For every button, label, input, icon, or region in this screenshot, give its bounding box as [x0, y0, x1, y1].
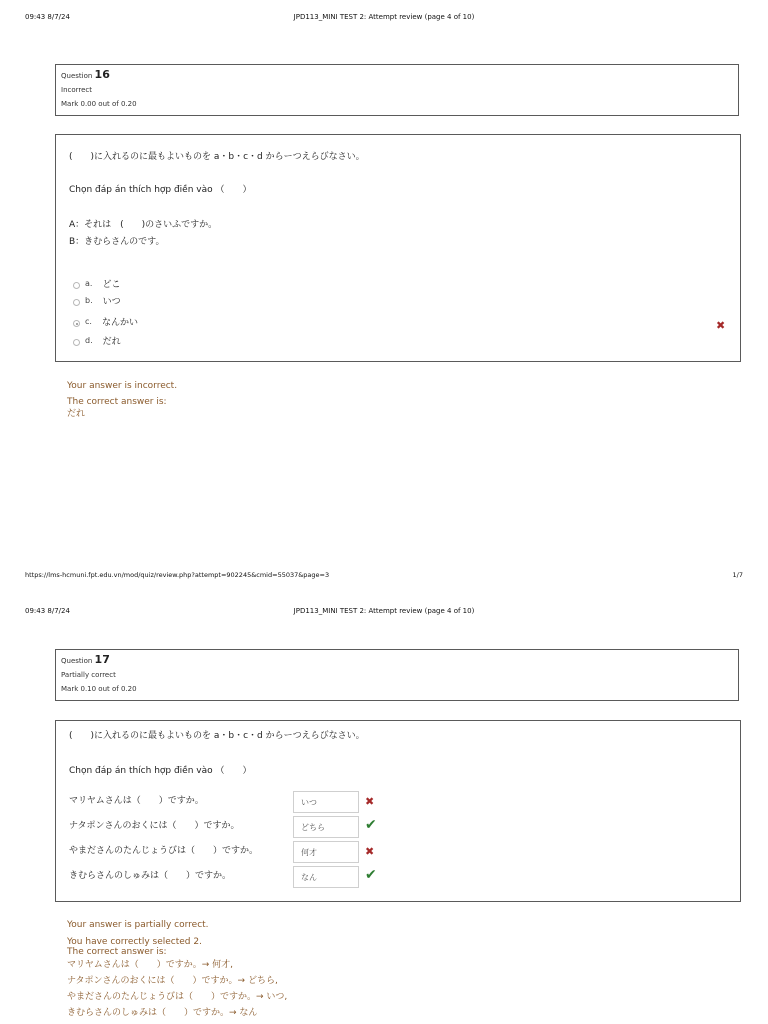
question-16-feedback	[67, 380, 177, 420]
question-16-formulation	[55, 134, 741, 362]
question-17-feedback	[67, 919, 287, 1021]
question-label: Question	[61, 657, 93, 665]
feedback-correct-label: The correct answer is:	[67, 947, 167, 957]
match-row-prompt: マリヤムさんは（ ）ですか。	[69, 796, 204, 806]
answer-select[interactable]	[293, 866, 359, 888]
radio-button-icon[interactable]	[73, 339, 80, 346]
question-16-info	[55, 64, 739, 116]
option-text: なんかい	[101, 318, 138, 328]
print-timestamp: 09:43 8/7/24	[25, 13, 70, 21]
select-value: 何才	[301, 848, 317, 857]
option-c[interactable]	[73, 315, 138, 328]
option-text: だれ	[102, 337, 121, 347]
instruction-japanese: ( )に入れるのに最もよいものを a・b・c・d からーつえらびなさい。	[69, 152, 365, 162]
option-letter: a.	[85, 279, 93, 288]
instruction-vietnamese: Chọn đáp án thích hợp điền vào （ ）	[69, 766, 252, 776]
question-17-formulation	[55, 720, 741, 902]
option-letter: c.	[85, 317, 92, 326]
feedback-correct-line: やまださんのたんじょうびは（ ）ですか。→ いつ,	[67, 992, 288, 1002]
question-17-info	[55, 649, 739, 701]
option-b[interactable]	[73, 294, 121, 307]
print-title: JPD113_MINI TEST 2: Attempt review (page 4 of 10)	[293, 13, 475, 21]
x-mark-icon: ✖	[365, 845, 375, 858]
match-row-prompt: きむらさんのしゅみは（ ）ですか。	[69, 871, 232, 881]
feedback-correct-value: だれ	[67, 409, 86, 419]
question-label: Question	[61, 72, 93, 80]
feedback-correct-line: きむらさんのしゅみは（ ）ですか。→ なん	[67, 1008, 258, 1018]
answer-select[interactable]	[293, 791, 359, 813]
option-text: いつ	[102, 297, 121, 307]
match-row-prompt: やまださんのたんじょうびは（ ）ですか。	[69, 846, 259, 856]
print-title: JPD113_MINI TEST 2: Attempt review (page 4 of 10)	[293, 607, 475, 615]
x-mark-icon: ✖	[365, 795, 375, 808]
feedback-selected: You have correctly selected 2.	[67, 937, 202, 947]
footer-page-number: 1/7	[732, 571, 743, 579]
option-letter: b.	[85, 296, 93, 305]
feedback-status: Your answer is partially correct.	[67, 920, 209, 930]
instruction-japanese: ( )に入れるのに最もよいものを a・b・c・d からーつえらびなさい。	[69, 731, 365, 741]
question-status: Incorrect	[61, 86, 93, 94]
check-mark-icon: ✔	[365, 817, 377, 833]
option-d[interactable]	[73, 334, 121, 347]
footer-url: https://lms-hcmuni.fpt.edu.vn/mod/quiz/review.php?attempt=902245&cmid=55037&page=3	[25, 571, 330, 579]
x-mark-icon: ✖	[716, 319, 726, 332]
dialog-line-a: A：それは ( )のさいふですか。	[69, 220, 218, 230]
answer-select[interactable]	[293, 816, 359, 838]
feedback-correct-line: マリヤムさんは（ ）ですか。→ 何才,	[67, 960, 233, 970]
radio-button-icon[interactable]	[73, 299, 80, 306]
question-number: 16	[94, 68, 110, 81]
feedback-correct-line: ナタポンさんのおくには（ ）ですか。→ どちら,	[67, 976, 278, 986]
instruction-vietnamese: Chọn đáp án thích hợp điền vào （ ）	[69, 185, 252, 195]
question-mark: Mark 0.10 out of 0.20	[61, 685, 137, 693]
question-number: 17	[94, 653, 110, 666]
option-a[interactable]	[73, 277, 120, 290]
answer-select[interactable]	[293, 841, 359, 863]
match-row-prompt: ナタポンさんのおくには（ ）ですか。	[69, 821, 240, 831]
check-mark-icon: ✔	[365, 867, 377, 883]
radio-button-icon[interactable]	[73, 282, 80, 289]
dialog-line-b: B：きむらさんのです。	[69, 237, 165, 247]
radio-button-checked-icon[interactable]	[73, 320, 80, 327]
option-text: どこ	[102, 280, 121, 290]
option-letter: d.	[85, 336, 93, 345]
select-value: いつ	[301, 798, 317, 807]
print-timestamp: 09:43 8/7/24	[25, 607, 70, 615]
select-value: どちら	[301, 823, 325, 832]
question-status: Partially correct	[61, 671, 116, 679]
question-mark: Mark 0.00 out of 0.20	[61, 100, 137, 108]
feedback-status: Your answer is incorrect.	[67, 381, 178, 391]
feedback-correct-label: The correct answer is:	[67, 397, 167, 407]
select-value: なん	[301, 873, 317, 882]
